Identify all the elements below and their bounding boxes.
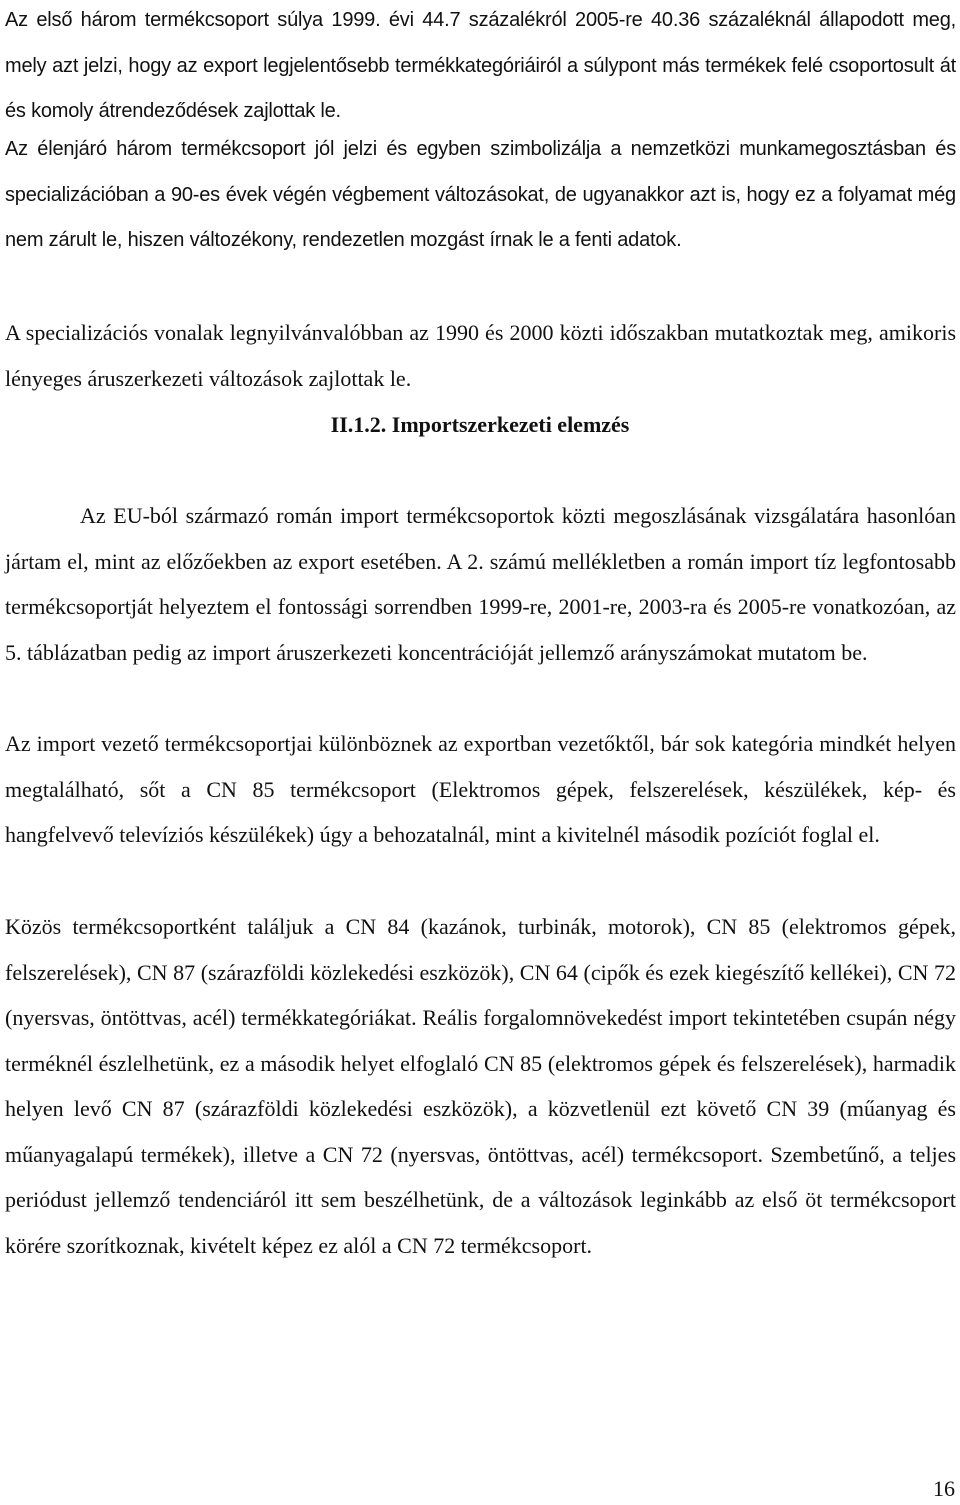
page-number: 16	[933, 1476, 955, 1501]
paragraph-export-weight: Az első három termékcsoport súlya 1999. évi 44.7 százalékról 2005-re 40.36 százaléknál állapodott meg, mely azt jelzi, hogy az export legjelentősebb termékkategóriáiról a súlypont más termékek felé csoportosult át és komoly átrendeződések zajlottak le.	[5, 9, 956, 122]
paragraph-import-leaders: Az import vezető termékcsoportjai különböznek az exportban vezetőktől, bár sok kategória mindkét helyen megtalálható, sőt a CN 85 termékcsoport (Elektromos gépek, felszerelések, készülékek, kép- és hangfelvevő televíziós készülékek) úgy a behozatalnál, mint a kivitelnél második pozíciót foglal el.	[5, 731, 956, 847]
paragraph-import-method: Az EU-ból származó román import termékcsoportok közti megoszlásának vizsgálatára hasonlóan jártam el, mint az előzőekben az export esetében. A 2. számú mellékletben a román import tíz legfontosabb termékcsoportját helyeztem el fontossági sorrendben 1999-re, 2001-re, 2003-ra és 2005-re vonatkozóan, az 5. táblázatban pedig az import áruszerkezeti koncentrációját jellemző arányszámokat mutatom be.	[5, 503, 956, 665]
paragraph-leading-groups: Az élenjáró három termékcsoport jól jelzi és egyben szimbolizálja a nemzetközi munkamegosztásban és specializációban a 90-es évek végén végbement változásokat, de ugyanakkor azt is, hogy ez a folyamat még nem zárult le, hiszen változékony, rendezetlen mozgást írnak le a fenti adatok.	[5, 138, 956, 251]
paragraph-specialization: A specializációs vonalak legnyilvánvalóbban az 1990 és 2000 közti időszakban mutatkoztak meg, amikoris lényeges áruszerkezeti változások zajlottak le.	[5, 320, 956, 391]
section-heading: II.1.2. Importszerkezeti elemzés	[330, 412, 630, 437]
paragraph-common-groups: Közös termékcsoportként találjuk a CN 84 (kazánok, turbinák, motorok), CN 85 (elektromos gépek, felszerelések), CN 87 (szárazföldi közlekedési eszközök), CN 64 (cipők és ezek kiegészítő kellékei), CN 72 (nyersvas, öntöttvas, acél) termékkategóriákat. Reális forgalomnövekedést import tekintetében csupán négy terméknél észlelhetünk, ez a második helyet elfoglaló CN 85 (elektromos gépek és felszerelések), harmadik helyen levő CN 87 (szárazföldi közlekedési eszközök), a közvetlenül ezt követő CN 39 (műanyag és műanyagalapú termékek), illetve a CN 72 (nyersvas, öntöttvas, acél) termékcsoport. Szembetűnő, a teljes periódust jellemző tendenciáról itt sem beszélhetünk, de a változások leginkább az első öt termékcsoport körére szorítkoznak, kivételt képez ez alól a CN 72 termékcsoport.	[5, 914, 956, 1258]
